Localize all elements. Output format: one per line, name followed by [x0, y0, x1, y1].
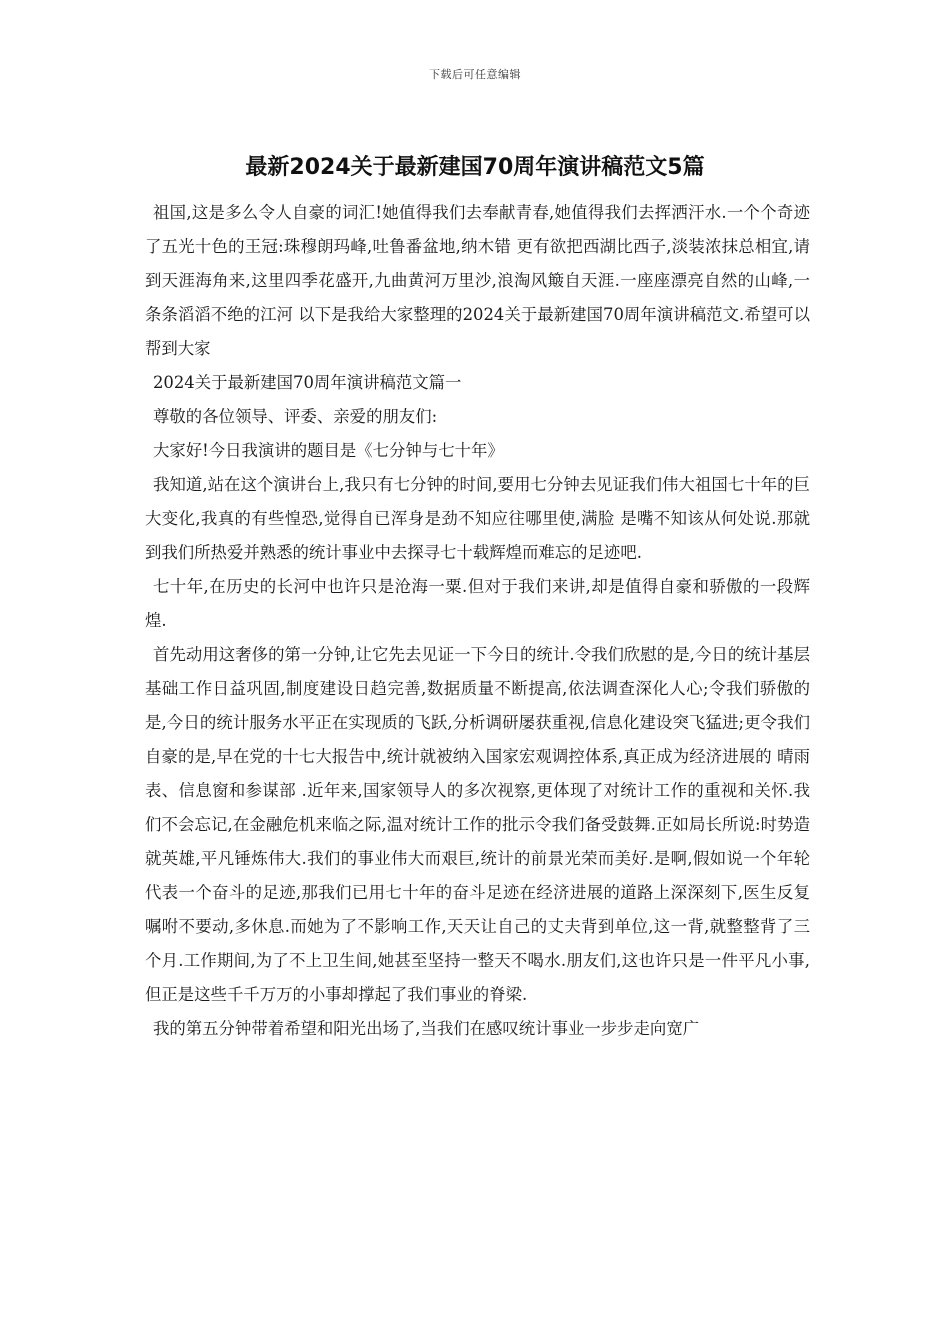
paragraph-body: 我知道,站在这个演讲台上,我只有七分钟的时间,要用七分钟去见证我们伟大祖国七十年的巨大变化,我真的有些惶恐,觉得自已浑身是劲不知应往哪里使,满脸 是嘴不知该从何处说.那就到我们所热爱并熟悉的统计事业中去探寻七十载辉煌而难忘的足迹吧. — [145, 475, 810, 562]
paragraph-body: 首先动用这奢侈的第一分钟,让它先去见证一下今日的统计.令我们欣慰的是,今日的统计基层基础工作日益巩固,制度建设日趋完善,数据质量不断提高,依法调查深化人心;令我们骄傲的是,今日的统计服务水平正在实现质的飞跃,分析调研屡获重视,信息化建设突飞猛进;更令我们自豪的是,早在党的十七大报告中,统计就被纳入国家宏观调控体系,真正成为经济进展的 晴雨表、信息窗和参谋部 .近年来,国家领导人的多次视察,更体现了对统计工作的重视和关怀.我们不会忘记,在金融危机来临之际,温对统计工作的批示令我们备受鼓舞.正如局长所说:时势造就英雄,平凡锤炼伟大.我们的事业伟大而艰巨,统计的前景光荣而美好.是啊,假如说一个年轮代表一个奋斗的足迹,那我们已用七十年的奋斗足迹在经济进展的道路上深深刻下,医生反复嘱咐不要动,多休息.而她为了不影响工作,天天让自己的丈夫背到单位,这一背,就整整背了三个月.工作期间,为了不上卫生间,她甚至坚持一整天不喝水.朋友们,这也许只是一件平凡小事,但正是这些千千万万的小事却撑起了我们事业的脊梁. — [145, 645, 810, 1004]
paragraph-salutation: 尊敬的各位领导、评委、亲爱的朋友们: — [153, 407, 438, 426]
paragraph-section-heading: 2024关于最新建国70周年演讲稿范文篇一 — [153, 373, 462, 392]
document-body — [145, 196, 810, 1046]
paragraph-body: 七十年,在历史的长河中也许只是沧海一粟.但对于我们来讲,却是值得自豪和骄傲的一段辉煌. — [145, 577, 810, 630]
header-note: 下载后可任意编辑 — [429, 68, 521, 81]
paragraph-greeting: 大家好!今日我演讲的题目是《七分钟与七十年》 — [153, 441, 504, 460]
document-title: 最新2024关于最新建国70周年演讲稿范文5篇 — [245, 155, 705, 180]
paragraph-intro: 祖国,这是多么令人自豪的词汇!她值得我们去奉献青春,她值得我们去挥洒汗水.一个个奇迹了五光十色的王冠:珠穆朗玛峰,吐鲁番盆地,纳木错 更有欲把西湖比西子,淡装浓抹总相宜,请到天涯海角来,这里四季花盛开,九曲黄河万里沙,浪淘风簸自天涯.一座座漂亮自然的山峰,一条条滔滔不绝的江河 以下是我给大家整理的2024关于最新建国70周年演讲稿范文.希望可以帮到大家 — [145, 203, 810, 358]
paragraph-body: 我的第五分钟带着希望和阳光出场了,当我们在感叹统计事业一步步走向宽广 — [153, 1019, 700, 1038]
